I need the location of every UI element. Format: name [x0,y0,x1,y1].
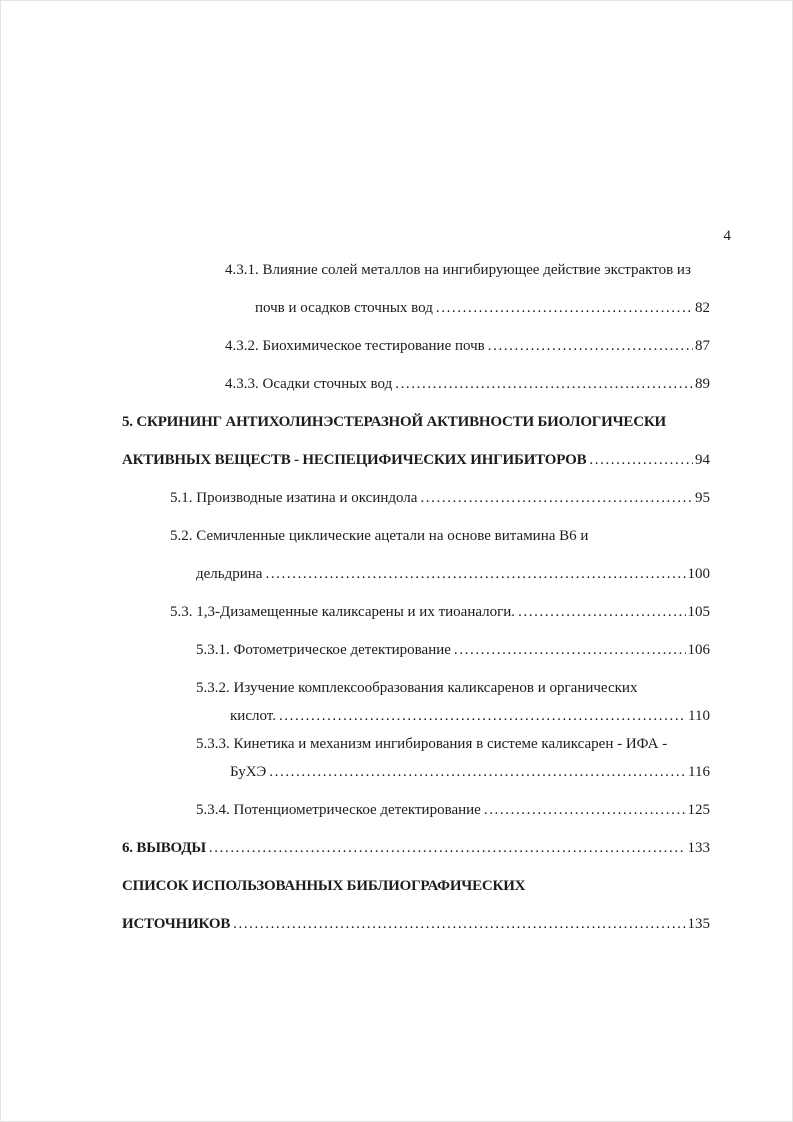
toc-page-number: 133 [687,840,710,856]
toc-line [122,640,710,660]
dot-leader [206,838,686,858]
toc-page-number: 94 [695,452,710,468]
dot-leader [262,564,685,584]
toc-line [122,838,710,858]
dot-leader [515,602,685,622]
toc-line [122,450,710,470]
toc-line-text: 4.3.1. Влияние солей металлов на ингибирующее действие экстрактов из [225,262,691,278]
toc-line-text: АКТИВНЫХ ВЕЩЕСТВ - НЕСПЕЦИФИЧЕСКИХ ИНГИБИТОРОВ [122,452,587,468]
toc-line [122,706,710,726]
toc-line-text: 4.3.3. Осадки сточных вод [225,376,393,392]
toc-line [122,374,710,394]
toc-line-text: 5.1. Производные изатина и оксиндола [170,490,418,506]
dot-leader [266,762,686,782]
toc-line-text: 5.3.2. Изучение комплексообразования каликсаренов и органических [196,680,638,696]
dot-leader [485,336,693,356]
toc-line-text: кислот. [230,708,276,724]
toc-line [122,488,710,508]
toc-line [122,602,710,622]
toc-line [122,762,710,782]
toc-line-text: 5.2. Семичленные циклические ацетали на основе витамина В6 и [170,528,589,544]
toc-line [122,876,710,896]
toc-page-number: 125 [687,802,710,818]
toc-line-text: 4.3.2. Биохимическое тестирование почв [225,338,485,354]
toc-page-number: 82 [695,300,710,316]
toc-line-text: БуХЭ [230,764,267,780]
toc-page-number: 89 [695,376,710,392]
toc-page-number: 110 [688,708,710,724]
toc-line [122,260,710,280]
dot-leader [586,450,693,470]
toc-line-text: 5.3.4. Потенциометрическое детектирование [196,802,481,818]
toc-line [122,734,710,754]
toc-line [122,336,710,356]
toc-line [122,800,710,820]
toc-page-number: 105 [687,604,710,620]
toc-page-number: 106 [687,642,710,658]
toc-line-text: 6. ВЫВОДЫ [122,840,206,856]
dot-leader [276,706,686,726]
toc-line-text: почв и осадков сточных вод [255,300,433,316]
toc-line-text: СПИСОК ИСПОЛЬЗОВАННЫХ БИБЛИОГРАФИЧЕСКИХ [122,878,526,894]
dot-leader [417,488,693,508]
toc-page-number: 95 [695,490,710,506]
page-number: 4 [723,228,731,244]
toc-line-text: ИСТОЧНИКОВ [122,916,231,932]
toc-line-text: дельдрина [196,566,263,582]
toc-page-number: 135 [687,916,710,932]
toc-line-text: 5. СКРИНИНГ АНТИХОЛИНЭСТЕРАЗНОЙ АКТИВНОСТИ БИОЛОГИЧЕСКИ [122,414,667,430]
dot-leader [451,640,686,660]
toc-line-text: 5.3.3. Кинетика и механизм ингибирования в системе каликсарен - ИФА - [196,736,668,752]
toc-line [122,564,710,584]
dot-leader [433,298,693,318]
dot-leader [481,800,686,820]
toc-line [122,526,710,546]
toc-line-text: 5.3.1. Фотометрическое детектирование [196,642,451,658]
toc-line [122,298,710,318]
toc-line [122,914,710,934]
toc-line-text: 5.3. 1,3-Дизамещенные каликсарены и их тиоаналоги. [170,604,516,620]
toc-line [122,678,710,698]
dot-leader [392,374,693,394]
dot-leader [230,914,685,934]
toc-page-number: 100 [687,566,710,582]
toc-page-number: 116 [688,764,710,780]
table-of-contents [122,260,710,952]
toc-line [122,412,710,432]
toc-page-number: 87 [695,338,710,354]
